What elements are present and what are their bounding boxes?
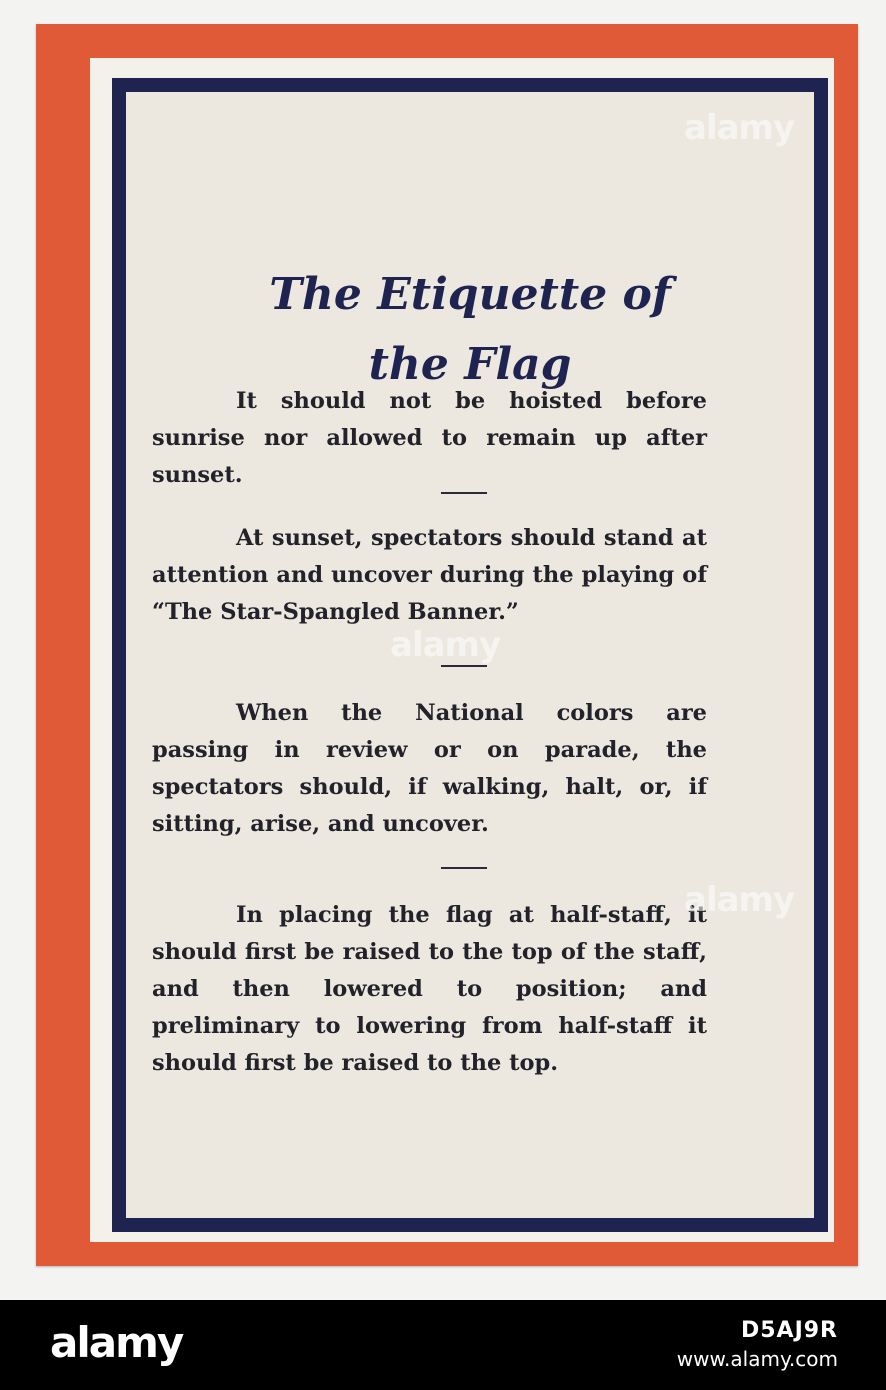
watermark: alamy	[390, 625, 501, 665]
stock-footer-bar	[0, 1300, 886, 1390]
site-url: www.alamy.com	[676, 1347, 838, 1371]
alamy-logo: alamy	[50, 1318, 183, 1367]
paragraph-3: When the National colors are passing in review or on parade, the spectators should, if walking, halt, or, if sitting, arise, and uncover.	[152, 700, 707, 837]
paragraph-1: It should not be hoisted before sunrise nor allowed to remain up after sunset.	[152, 388, 707, 488]
paragraph-2: At sunset, spectators should stand at attention and uncover during the playing of “The Star-Spangled Banner.”	[152, 525, 707, 625]
section-divider-3	[441, 867, 487, 869]
title-line-2: the Flag	[368, 339, 572, 390]
watermark: alamy	[684, 880, 795, 920]
footer-info	[677, 1318, 838, 1371]
card-title	[126, 260, 814, 400]
section-divider-1	[441, 492, 487, 494]
title-line-1: The Etiquette of	[269, 269, 671, 320]
section-divider-2	[441, 665, 487, 667]
watermark: alamy	[684, 108, 795, 148]
image-id: D5AJ9R	[740, 1318, 838, 1343]
paragraph-4: In placing the flag at half-staff, it should first be raised to the top of the staff, and then lowered to position; and preliminary to lowering from half-staff it should first be raised to the top.	[152, 902, 707, 1076]
